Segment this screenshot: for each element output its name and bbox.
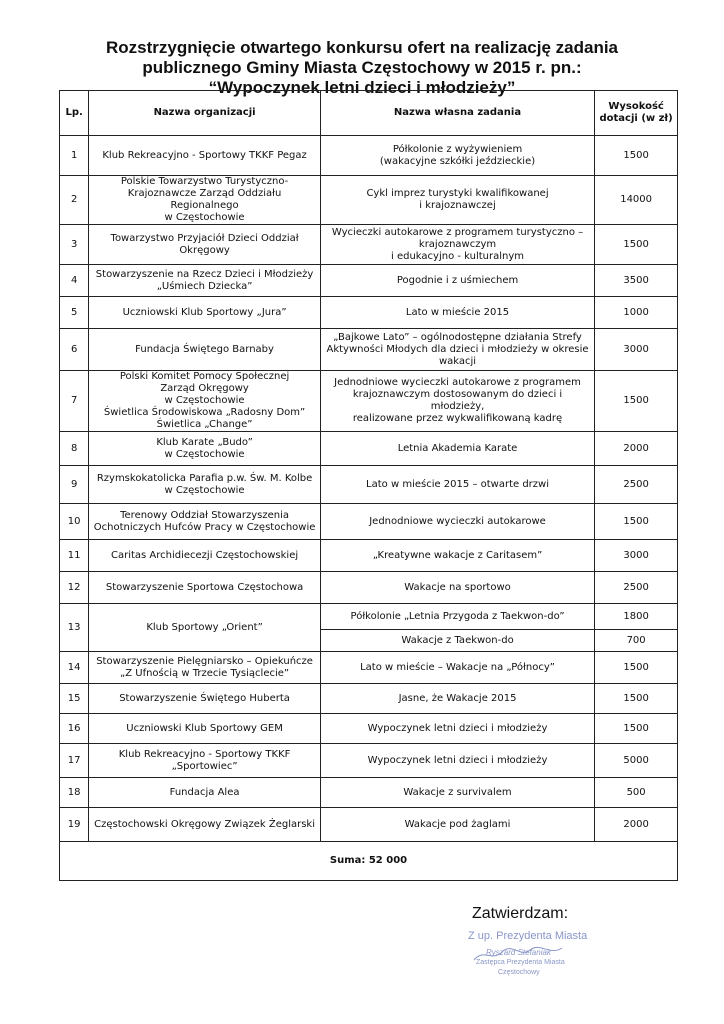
cell-amount: 2000	[595, 432, 678, 466]
cell-lp: 3	[60, 225, 89, 265]
cell-task: Lato w mieście – Wakacje na „Północy”	[320, 652, 594, 684]
cell-lp: 10	[60, 504, 89, 540]
cell-amount: 1500	[595, 504, 678, 540]
table-row	[60, 432, 678, 466]
cell-lp: 18	[60, 778, 89, 808]
table-row	[60, 176, 678, 225]
cell-amount: 3500	[595, 265, 678, 297]
stamp-line-1: Z up. Prezydenta Miasta	[468, 930, 588, 942]
title-line-2: publicznego Gminy Miasta Częstochowy w 2015 r. pn.:	[142, 58, 582, 77]
cell-lp: 14	[60, 652, 89, 684]
cell-org: Stowarzyszenie Pielęgniarsko – Opiekuńcze „Z Ufnością w Trzecie Tysiąclecie”	[89, 652, 320, 684]
cell-lp: 17	[60, 744, 89, 778]
cell-org: Stowarzyszenie na Rzecz Dzieci i Młodzieży „Uśmiech Dziecka”	[89, 265, 320, 297]
cell-lp: 2	[60, 176, 89, 225]
table-row	[60, 265, 678, 297]
cell-lp: 15	[60, 684, 89, 714]
cell-task: Cykl imprez turystyki kwalifikowanej i krajoznawczej	[320, 176, 594, 225]
sum-row	[60, 842, 678, 881]
cell-org: Klub Rekreacyjno - Sportowy TKKF Pegaz	[89, 136, 320, 176]
cell-org: Fundacja Alea	[89, 778, 320, 808]
cell-org: Stowarzyszenie Świętego Huberta	[89, 684, 320, 714]
cell-org: Klub Rekreacyjno - Sportowy TKKF „Sportowiec”	[89, 744, 320, 778]
table-row	[60, 604, 678, 630]
cell-task: Jednodniowe wycieczki autokarowe z programem krajoznawczym dostosowanym do dzieci i młodzieży, realizowane przez wykwalifikowaną kadrę	[320, 371, 594, 432]
cell-task: Wycieczki autokarowe z programem turystyczno – krajoznawczym i edukacyjno - kulturalnym	[320, 225, 594, 265]
cell-amount: 1500	[595, 371, 678, 432]
table-row	[60, 684, 678, 714]
cell-task: Wakacje na sportowo	[320, 572, 594, 604]
cell-org: Rzymskokatolicka Parafia p.w. Św. M. Kolbe w Częstochowie	[89, 466, 320, 504]
cell-lp: 6	[60, 329, 89, 371]
cell-lp: 4	[60, 265, 89, 297]
cell-lp: 16	[60, 714, 89, 744]
cell-amount: 1500	[595, 652, 678, 684]
table-row	[60, 136, 678, 176]
cell-lp: 5	[60, 297, 89, 329]
approval-label: Zatwierdzam:	[472, 905, 569, 922]
header-task: Nazwa własna zadania	[320, 91, 594, 136]
cell-amount: 700	[595, 630, 678, 652]
table-row	[60, 540, 678, 572]
cell-task: „Kreatywne wakacje z Caritasem”	[320, 540, 594, 572]
title-line-1: Rozstrzygnięcie otwartego konkursu ofert na realizację zadania	[105, 38, 619, 57]
cell-amount: 1500	[595, 225, 678, 265]
table-row	[60, 572, 678, 604]
table-row	[60, 225, 678, 265]
cell-task: Wakacje z survivalem	[320, 778, 594, 808]
cell-amount: 1500	[595, 684, 678, 714]
table-row	[60, 329, 678, 371]
cell-amount: 5000	[595, 744, 678, 778]
cell-task: Wakacje pod żaglami	[320, 808, 594, 842]
table-row	[60, 504, 678, 540]
title-line-3: “Wypoczynek letni dzieci i młodzieży”	[208, 78, 516, 97]
table-row	[60, 778, 678, 808]
header-lp: Lp.	[60, 91, 89, 136]
cell-task: „Bajkowe Lato” – ogólnodostępne działania Strefy Aktywności Młodych dla dzieci i młodzieży w okresie wakacji	[320, 329, 594, 371]
cell-org: Klub Sportowy „Orient”	[89, 604, 320, 652]
table-row	[60, 297, 678, 329]
table-row	[60, 652, 678, 684]
cell-amount: 1500	[595, 136, 678, 176]
cell-lp: 9	[60, 466, 89, 504]
cell-org: Uczniowski Klub Sportowy GEM	[89, 714, 320, 744]
sum-total: Suma: 52 000	[60, 842, 678, 881]
document-title	[40, 38, 684, 98]
stamp-line-3: Zastępca Prezydenta Miasta	[476, 959, 565, 966]
cell-amount: 500	[595, 778, 678, 808]
cell-lp: 12	[60, 572, 89, 604]
cell-task: Półkolonie „Letnia Przygoda z Taekwon-do”	[320, 604, 594, 630]
header-org: Nazwa organizacji	[89, 91, 320, 136]
table-row	[60, 371, 678, 432]
table-row	[60, 714, 678, 744]
cell-task: Jasne, że Wakacje 2015	[320, 684, 594, 714]
cell-task: Letnia Akademia Karate	[320, 432, 594, 466]
cell-lp: 11	[60, 540, 89, 572]
table-row	[60, 466, 678, 504]
cell-amount: 1500	[595, 714, 678, 744]
cell-amount: 1800	[595, 604, 678, 630]
grants-table	[59, 90, 678, 881]
stamp-name: Ryszard Stefaniak	[486, 948, 551, 957]
cell-lp: 8	[60, 432, 89, 466]
cell-org: Polski Komitet Pomocy Społecznej Zarząd Okręgowy w Częstochowie Świetlica Środowiskowa „Radosny Dom” Świetlica „Change”	[89, 371, 320, 432]
cell-task: Wakacje z Taekwon-do	[320, 630, 594, 652]
cell-task: Jednodniowe wycieczki autokarowe	[320, 504, 594, 540]
table-header-row	[60, 91, 678, 136]
cell-amount: 2000	[595, 808, 678, 842]
cell-amount: 2500	[595, 466, 678, 504]
cell-lp: 19	[60, 808, 89, 842]
stamp-line-4: Częstochowy	[498, 969, 540, 976]
cell-org: Polskie Towarzystwo Turystyczno- Krajoznawcze Zarząd Oddziału Regionalnego w Częstochowie	[89, 176, 320, 225]
cell-org: Klub Karate „Budo” w Częstochowie	[89, 432, 320, 466]
cell-amount: 2500	[595, 572, 678, 604]
cell-amount: 14000	[595, 176, 678, 225]
cell-amount: 3000	[595, 329, 678, 371]
cell-org: Uczniowski Klub Sportowy „Jura”	[89, 297, 320, 329]
cell-task: Lato w mieście 2015	[320, 297, 594, 329]
cell-org: Stowarzyszenie Sportowa Częstochowa	[89, 572, 320, 604]
header-amount: Wysokość dotacji (w zł)	[595, 91, 678, 136]
cell-lp: 7	[60, 371, 89, 432]
cell-task: Półkolonie z wyżywieniem (wakacyjne szkółki jeździeckie)	[320, 136, 594, 176]
cell-task: Lato w mieście 2015 – otwarte drzwi	[320, 466, 594, 504]
cell-task: Wypoczynek letni dzieci i młodzieży	[320, 714, 594, 744]
cell-lp: 1	[60, 136, 89, 176]
cell-org: Caritas Archidiecezji Częstochowskiej	[89, 540, 320, 572]
table-row	[60, 744, 678, 778]
cell-amount: 1000	[595, 297, 678, 329]
cell-org: Towarzystwo Przyjaciół Dzieci Oddział Okręgowy	[89, 225, 320, 265]
cell-amount: 3000	[595, 540, 678, 572]
cell-org: Częstochowski Okręgowy Związek Żeglarski	[89, 808, 320, 842]
cell-org: Terenowy Oddział Stowarzyszenia Ochotniczych Hufców Pracy w Częstochowie	[89, 504, 320, 540]
cell-task: Wypoczynek letni dzieci i młodzieży	[320, 744, 594, 778]
cell-org: Fundacja Świętego Barnaby	[89, 329, 320, 371]
cell-task: Pogodnie i z uśmiechem	[320, 265, 594, 297]
table-row	[60, 808, 678, 842]
cell-lp: 13	[60, 604, 89, 652]
approval-stamp	[462, 928, 596, 986]
